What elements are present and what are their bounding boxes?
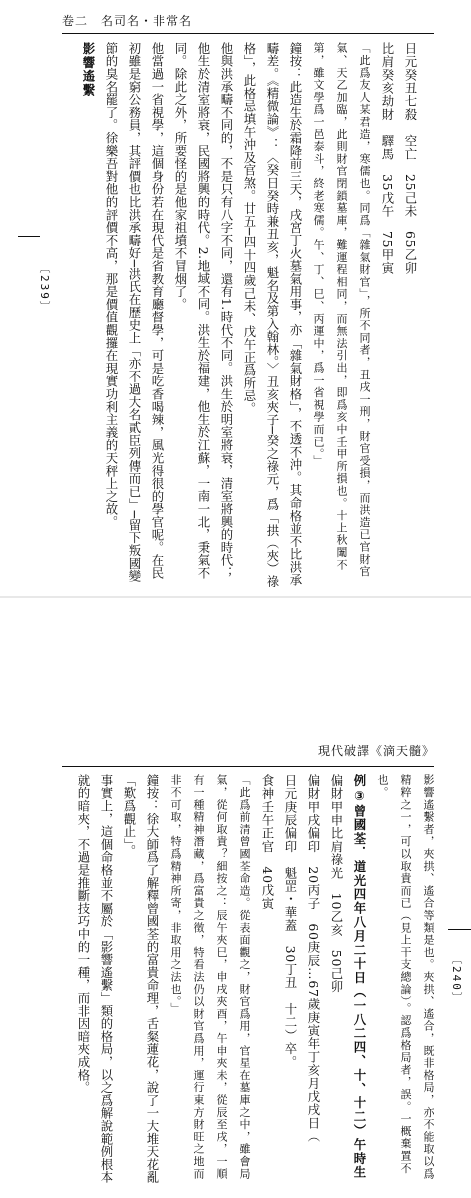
body-paragraph: 他與洪承疇不同的，不是只有八字不同，還有1.時代不同。洪生於明室將衰，清室將興的時代；他生於清室將衰，民國將興的時代。2.地域不同。洪生於福建，他生於江蘇，一南一北，秉氣不同。除此之外，所要怪的是他家祖墳不冒烟了。 xyxy=(173,42,234,580)
body-paragraph: 他當過一省視學，這個身份若在現代是省教育廳督學，可是吃香喝辣，風光得很的學官呢。在民初雖是窮公務員，其評價也比洪承疇好─洪氏在歷史上「亦不過大名貳臣列傳而已」─留下叛國變節的臭名罷了。徐樂吾對他的評價不高，那是價值觀攞在現實功利主義的天秤上之故。 xyxy=(104,42,165,583)
body-paragraph: 鐘按：徐大師爲了解釋曾國荃的富貴命理，舌粲蓮花，說了一大堆天花亂「歎爲觀止」。 xyxy=(122,774,160,1184)
running-header: 卷二 名司名・非常名 xyxy=(62,14,193,28)
book-page-239 xyxy=(0,0,471,598)
running-header: 現代破譯《滴天髓》 xyxy=(318,744,436,758)
vertical-text-column-top xyxy=(70,42,422,592)
bazi-chart-line: 比肩癸亥劫財 驛馬 35戊午 75甲寅 xyxy=(380,42,395,275)
page-number: 〔239〕 xyxy=(38,262,51,314)
quoted-commentary: 「此爲友人某君造，寒儒也。同爲「雜氣財官」，所不同者，丑戌一刑，財官受損，而洪造已官財官氣、天乙加臨，此則財官閉鎖墓庫，難運程相同，而無法引出，即爲亥中壬甲所損也。十上秋闈不第，雖文學爲一邑泰斗，終老寒儒。午、丁、巳、丙運中，爲一省視學而已。」 xyxy=(312,42,371,578)
quoted-commentary: 影響遙繫者，夾拱、遙合等類是也。夾拱、遙合，既非格局，亦不能取以爲精粹之一，可以取貴而已（見上干支總論）。認爲格局者，誤。一概棄置不也。 xyxy=(376,774,435,1180)
header-rule xyxy=(62,33,434,34)
margin-mark xyxy=(448,929,471,930)
body-paragraph: 事實上，這個命格並不屬於「影響遙繫」類的格局，以之爲解說範例根本就的暗夾，不過是推斷技巧中的一種，而非因暗夾成格。 xyxy=(76,774,114,1184)
vertical-text-column-bottom xyxy=(68,774,440,1192)
bazi-chart-line: 偏財甲申比肩祿光 10乙亥 50己卯 xyxy=(329,774,344,994)
section-heading: 影響遙繫 xyxy=(81,42,96,98)
margin-mark xyxy=(18,236,40,237)
quoted-commentary: 「此爲前清曾國荃命造。從表面觀之，財官爲用，官星在墓庫之中，雖會局氣，從何取貴？細按之：辰午夾巳，申戌夾酉，午申夾未，從辰至戌，一順有一種精神潛藏，爲富貴之徵，特看法仍以財官爲用，運行東方財旺之地而非不可取，特爲精神所寄，非取用之法也。」 xyxy=(169,774,251,1180)
bazi-chart-line: 食神壬午正官 40戊寅 xyxy=(260,774,275,911)
section-heading: 例③曾國荃．道光四年八月二十日（一八二四、十、十二）午時生 xyxy=(352,774,367,1180)
body-paragraph: 鐘按：此造生於霜降前三天，戌宮丁火墓氣用事，亦「雜氣財格」，不透不沖。其命格並不比洪承疇差。《精微論》：〈癸日癸時兼丑亥，魁名及第入翰林。〉丑亥夾子─癸之祿元，爲「拱（夾）祿格」，此格忌填午沖及官煞。廿五─四十四歲己未、戊午正爲所忌。 xyxy=(242,42,303,588)
header-rule xyxy=(62,766,434,767)
page-number: 〔240〕 xyxy=(450,953,463,1005)
book-page-240 xyxy=(0,598,471,1198)
bazi-chart-line: 偏財甲戌偏印 20丙子 60庚辰…67歲庚寅年丁亥月戊戌日（ xyxy=(306,774,321,1143)
bazi-chart-line: 日元庚辰偏印 魁罡・華蓋 30丁丑 十二）卒。 xyxy=(283,774,298,1069)
bazi-chart-line: 日元癸丑七殺 空亡 25己未 65乙卯 xyxy=(403,42,418,275)
